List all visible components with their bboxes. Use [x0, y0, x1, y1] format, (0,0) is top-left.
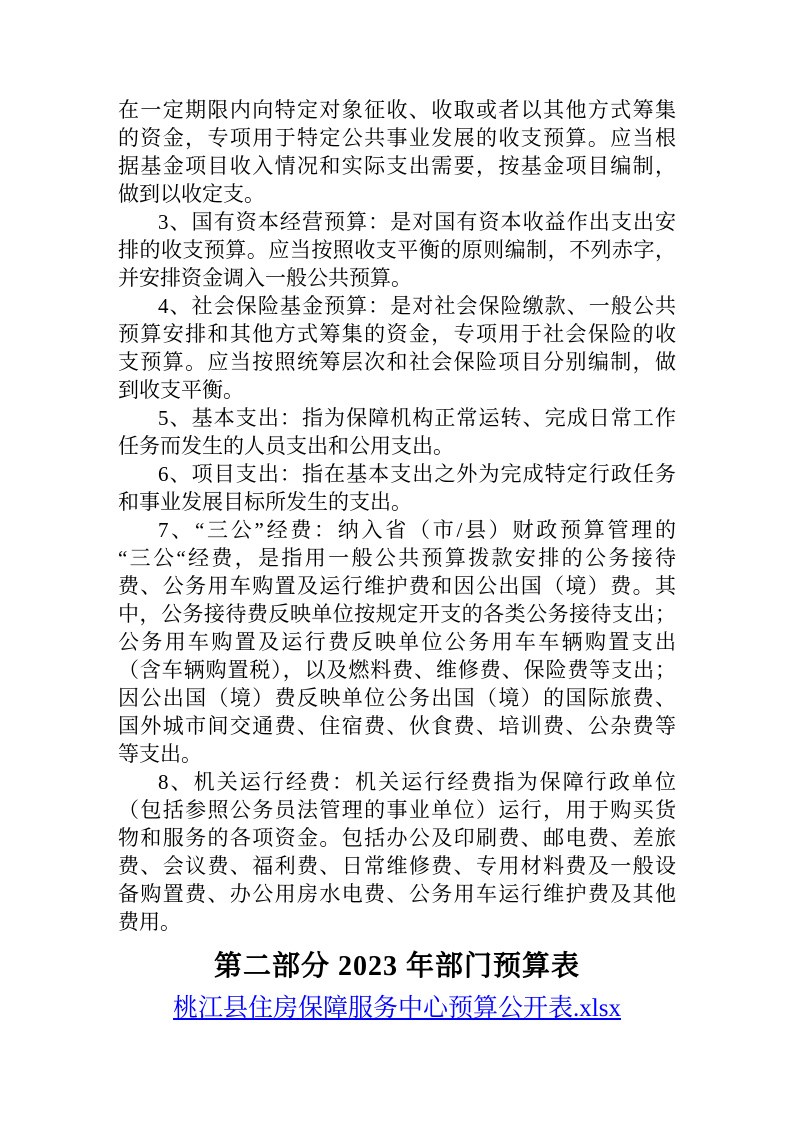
- text-line: 排的收支预算。应当按照收支平衡的原则编制，不列赤字，: [118, 238, 676, 262]
- text-line: （包括参照公务员法管理的事业单位）运行，用于购买货: [118, 798, 676, 822]
- text-line: 等支出。: [118, 742, 202, 766]
- text-line: 备购置费、办公用房水电费、公务用车运行维护费及其他: [118, 882, 676, 906]
- text-line: 费、会议费、福利费、日常维修费、专用材料费及一般设: [118, 854, 676, 878]
- text-line: 4、社会保险基金预算：是对社会保险缴款、一般公共: [158, 294, 676, 318]
- text-line: 公务用车购置及运行费反映单位公务用车车辆购置支出: [118, 630, 676, 654]
- text-line: 做到以收定支。: [118, 182, 265, 206]
- text-line: 并安排资金调入一般公共预算。: [118, 266, 412, 290]
- text-line: 3、国有资本经营预算：是对国有资本收益作出支出安: [158, 210, 676, 234]
- text-line: 的资金，专项用于特定公共事业发展的收支预算。应当根: [118, 126, 676, 150]
- text-line: 据基金项目收入情况和实际支出需要，按基金项目编制，: [118, 154, 676, 178]
- text-line: 到收支平衡。: [118, 378, 244, 402]
- text-line: 5、基本支出：指为保障机构正常运转、完成日常工作: [158, 406, 676, 430]
- attachment-link-row: [118, 990, 676, 1028]
- text-line: 费、公务用车购置及运行维护费和因公出国（境）费。其: [118, 574, 676, 598]
- text-line: 预算安排和其他方式筹集的资金，专项用于社会保险的收: [118, 322, 676, 346]
- text-line: 和事业发展目标所发生的支出。: [118, 490, 412, 514]
- text-line: 因公出国（境）费反映单位公务出国（境）的国际旅费、: [118, 686, 676, 710]
- text-line: 6、项目支出：指在基本支出之外为完成特定行政任务: [158, 462, 676, 486]
- text-line: 支预算。应当按照统筹层次和社会保险项目分别编制，做: [118, 350, 676, 374]
- document-body: [118, 96, 676, 936]
- text-line: 7、“三公”经费：纳入省（市/县）财政预算管理的: [158, 518, 676, 542]
- text-line: 费用。: [118, 910, 181, 934]
- text-line: 任务而发生的人员支出和公用支出。: [118, 434, 454, 458]
- text-line: （含车辆购置税），以及燃料费、维修费、保险费等支出；: [118, 658, 676, 682]
- attachment-link-xlsx[interactable]: 桃江县住房保障服务中心预算公开表.xlsx: [173, 995, 621, 1022]
- text-line: 在一定期限内向特定对象征收、收取或者以其他方式筹集: [118, 98, 676, 122]
- section-heading: 第二部分 2023 年部门预算表: [213, 951, 580, 982]
- text-line: 物和服务的各项资金。包括办公及印刷费、邮电费、差旅: [118, 826, 676, 850]
- text-line: 国外城市间交通费、住宿费、伙食费、培训费、公杂费等: [118, 714, 676, 738]
- text-line: “三公“经费，是指用一般公共预算拨款安排的公务接待: [118, 546, 676, 570]
- text-line: 中，公务接待费反映单位按规定开支的各类公务接待支出；: [118, 602, 676, 626]
- text-line: 8、机关运行经费：机关运行经费指为保障行政单位: [158, 770, 676, 794]
